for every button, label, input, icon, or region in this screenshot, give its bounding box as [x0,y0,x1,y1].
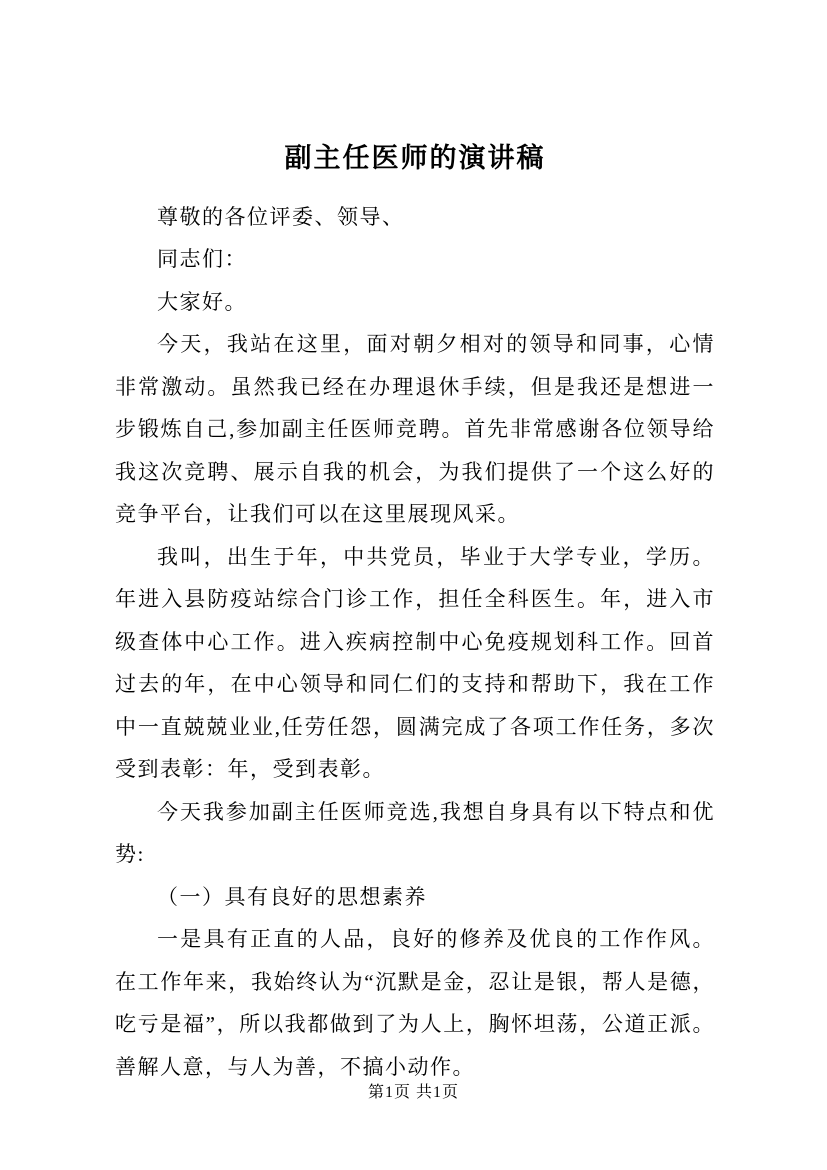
paragraph-salutation: 尊敬的各位评委、领导、 [157,204,405,229]
paragraph-point-one-heading: （一）具有良好的思想素养 [157,884,427,909]
document-title: 副主任医师的演讲稿 [284,143,546,173]
paragraph-greeting: 大家好。 [157,289,247,314]
paragraph-comrades: 同志们： [157,247,247,272]
document-body [115,196,715,1089]
page-number-footer: 第1页 共1页 [367,1084,459,1101]
paragraph-background: 我叫，出生于年，中共党员，毕业于大学专业，学历。年进入县防疫站综合门诊工作，担任全科医生。年，进入市级查体中心工作。进入疾病控制中心免疫规划科工作。回首过去的年，在中心领导和同仁们的支持和帮助下，我在工作中一直兢兢业业,任劳任怨，圆满完成了各项工作任务，多次受到表彰：年，受到表彰。 [115,544,715,782]
paragraph-opening: 今天，我站在这里，面对朝夕相对的领导和同事，心情非常激动。虽然我已经在办理退休手续，但是我还是想进一步锻炼自己,参加副主任医师竞聘。首先非常感谢各位领导给我这次竞聘、展示自我的机会，为我们提供了一个这么好的竞争平台，让我们可以在这里展现风采。 [115,332,715,527]
paragraph-point-one-body: 一是具有正直的人品，良好的修养及优良的工作作风。在工作年来，我始终认为“沉默是金，忍让是银，帮人是德，吃亏是福”，所以我都做到了为人上，胸怀坦荡，公道正派。善解人意，与人为善，不搞小动作。 [115,927,715,1079]
paragraph-advantages-intro: 今天我参加副主任医师竞选,我想自身具有以下特点和优势: [115,799,715,867]
